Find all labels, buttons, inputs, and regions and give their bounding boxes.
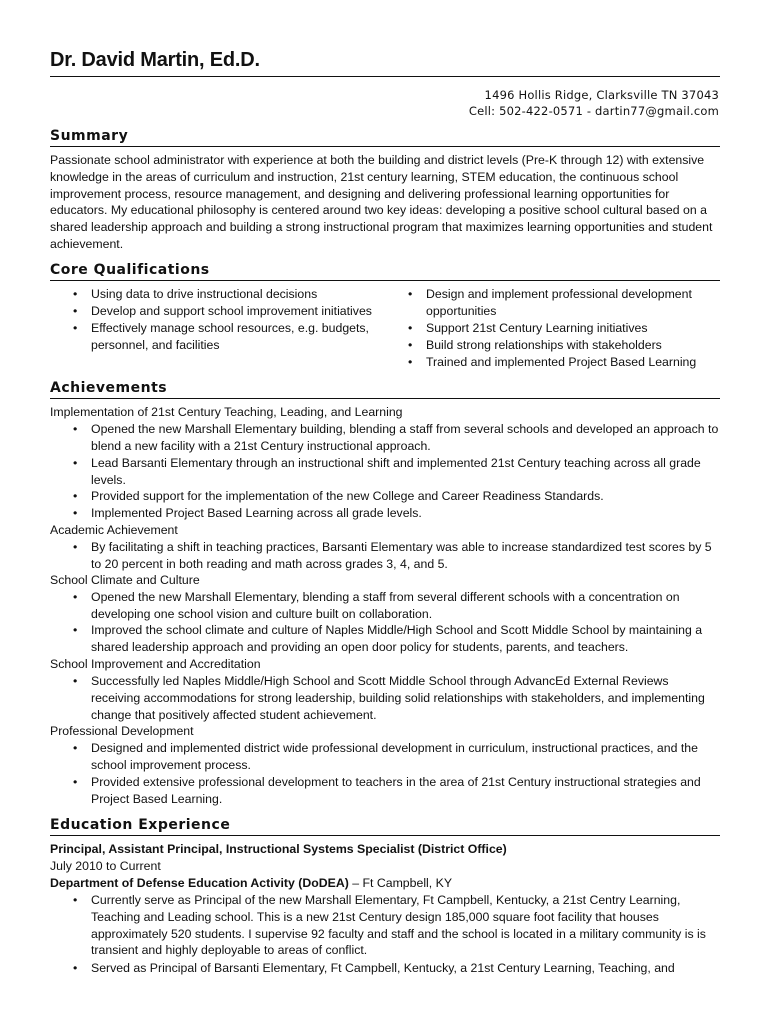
bullet-icon: • <box>73 287 78 301</box>
achievement-item: • Implemented Project Based Learning across all grade levels. <box>73 506 422 520</box>
achievement-group-title: Professional Development <box>50 724 194 738</box>
name-divider <box>50 76 720 77</box>
achievements-divider <box>50 398 720 399</box>
summary-divider <box>50 146 720 147</box>
education-divider <box>50 835 720 836</box>
qualification-item: • Trained and implemented Project Based Learning <box>408 355 697 369</box>
education-item: • Currently serve as Principal of the new Marshall Elementary, Ft Campbell, Kentucky, a 21st Centry Learning, Teaching and Leading school. This is a new 21st Century design 185,000 square foot facility that houses approximately 520 students. I supervise 92 faculty and staff and the school is located in a military community is is transient and highly deployable to areas of conflict. <box>73 893 706 958</box>
employer-location: Ft Campbell, KY <box>362 876 453 890</box>
summary-text: Passionate school administrator with experience at both the building and district levels (Pre-K through 12) with extensive knowledge in the areas of curriculum and instruction, 21st century learning, STEM education, the continuous school improvement process, resource management, and designing and delivering professional learning opportunities for educators. My educational philosophy is centered around two key ideas: developing a positive school cultural based on a shared leadership approach and building a strong instructional program that maximizes learning opportunities and student achievement. <box>50 153 713 251</box>
bullet-icon: • <box>73 456 78 470</box>
achievement-item: • By facilitating a shift in teaching practices, Barsanti Elementary was able to increase standardized test scores by 5 to 20 percent in both reading and math across grades 3, 4, and 5. <box>73 540 712 571</box>
bullet-icon: • <box>73 489 78 503</box>
qualification-item: • Using data to drive instructional decisions <box>73 287 318 301</box>
employer-dash: – <box>352 876 360 890</box>
achievement-group-title: School Climate and Culture <box>50 573 200 587</box>
bullet-icon: • <box>408 338 413 352</box>
bullet-icon: • <box>408 287 413 301</box>
education-item: • Served as Principal of Barsanti Elementary, Ft Campbell, Kentucky, a 21st Century Learning, Teaching, and <box>73 961 675 975</box>
bullet-icon: • <box>73 540 78 554</box>
achievement-item: • Designed and implemented district wide professional development in curriculum, instructional practices, and the school improvement process. <box>73 741 698 772</box>
achievements-heading: Achievements <box>50 380 168 396</box>
bullet-icon: • <box>73 775 78 789</box>
bullet-icon: • <box>73 741 78 755</box>
qualifications-heading: Core Qualifications <box>50 262 210 278</box>
achievement-group-title: School Improvement and Accreditation <box>50 657 261 671</box>
resume-name: Dr. David Martin, Ed.D. <box>50 49 260 71</box>
contact-block <box>469 88 719 119</box>
achievement-item: • Lead Barsanti Elementary through an instructional shift and implemented 21st Century teaching across all grade levels. <box>73 456 701 487</box>
bullet-icon: • <box>73 623 78 637</box>
qualification-item: • Build strong relationships with stakeholders <box>408 338 662 352</box>
bullet-icon: • <box>73 674 78 688</box>
achievement-item: • Improved the school climate and culture of Naples Middle/High School and Scott Middle School by maintaining a shared leadership approach and providing an open door policy for students, parents, and teachers. <box>73 623 703 654</box>
bullet-icon: • <box>73 321 78 335</box>
job-dates: July 2010 to Current <box>50 859 161 873</box>
bullet-icon: • <box>408 321 413 335</box>
achievement-item: • Opened the new Marshall Elementary building, blending a staff from several schools and developed an approach to blend a new facility with a 21st Century instructional approach. <box>73 422 719 453</box>
address-line: 1496 Hollis Ridge, Clarksville TN 37043 <box>484 88 719 102</box>
employer-line <box>50 875 452 892</box>
employer-name: Department of Defense Education Activity (DoDEA) <box>50 876 349 890</box>
qualification-item: • Design and implement professional development opportunities <box>408 287 692 318</box>
education-heading: Education Experience <box>50 817 231 833</box>
bullet-icon: • <box>408 355 413 369</box>
achievement-item: • Opened the new Marshall Elementary, blending a staff from several different schools with a concentration on developing one school vision and culture built on collaboration. <box>73 590 680 621</box>
summary-heading: Summary <box>50 128 129 144</box>
qualifications-divider <box>50 280 720 281</box>
contact-line: Cell: 502-422-0571 - dartin77@gmail.com <box>468 103 719 118</box>
bullet-icon: • <box>73 422 78 436</box>
bullet-icon: • <box>73 304 78 318</box>
achievement-group-title: Academic Achievement <box>50 523 178 537</box>
achievement-group-title: Implementation of 21st Century Teaching, Leading, and Learning <box>50 405 403 419</box>
qualification-item: • Support 21st Century Learning initiatives <box>408 321 648 335</box>
job-title: Principal, Assistant Principal, Instructional Systems Specialist (District Office) <box>50 842 507 856</box>
qualification-item: • Develop and support school improvement initiatives <box>73 304 372 318</box>
achievement-item: • Provided support for the implementation of the new College and Career Readiness Standards. <box>73 489 604 503</box>
achievement-item: • Successfully led Naples Middle/High School and Scott Middle School through AdvancEd External Reviews receiving accommodations for strong leadership, building solid relationships with stakeholders, and implementing change that positively affected student achievement. <box>73 674 705 722</box>
bullet-icon: • <box>73 961 78 975</box>
bullet-icon: • <box>73 506 78 520</box>
bullet-icon: • <box>73 893 78 907</box>
qualification-item: • Effectively manage school resources, e.g. budgets, personnel, and facilities <box>73 321 369 352</box>
achievement-item: • Provided extensive professional development to teachers in the area of 21st Century instructional strategies and Project Based Learning. <box>73 775 701 806</box>
bullet-icon: • <box>73 590 78 604</box>
